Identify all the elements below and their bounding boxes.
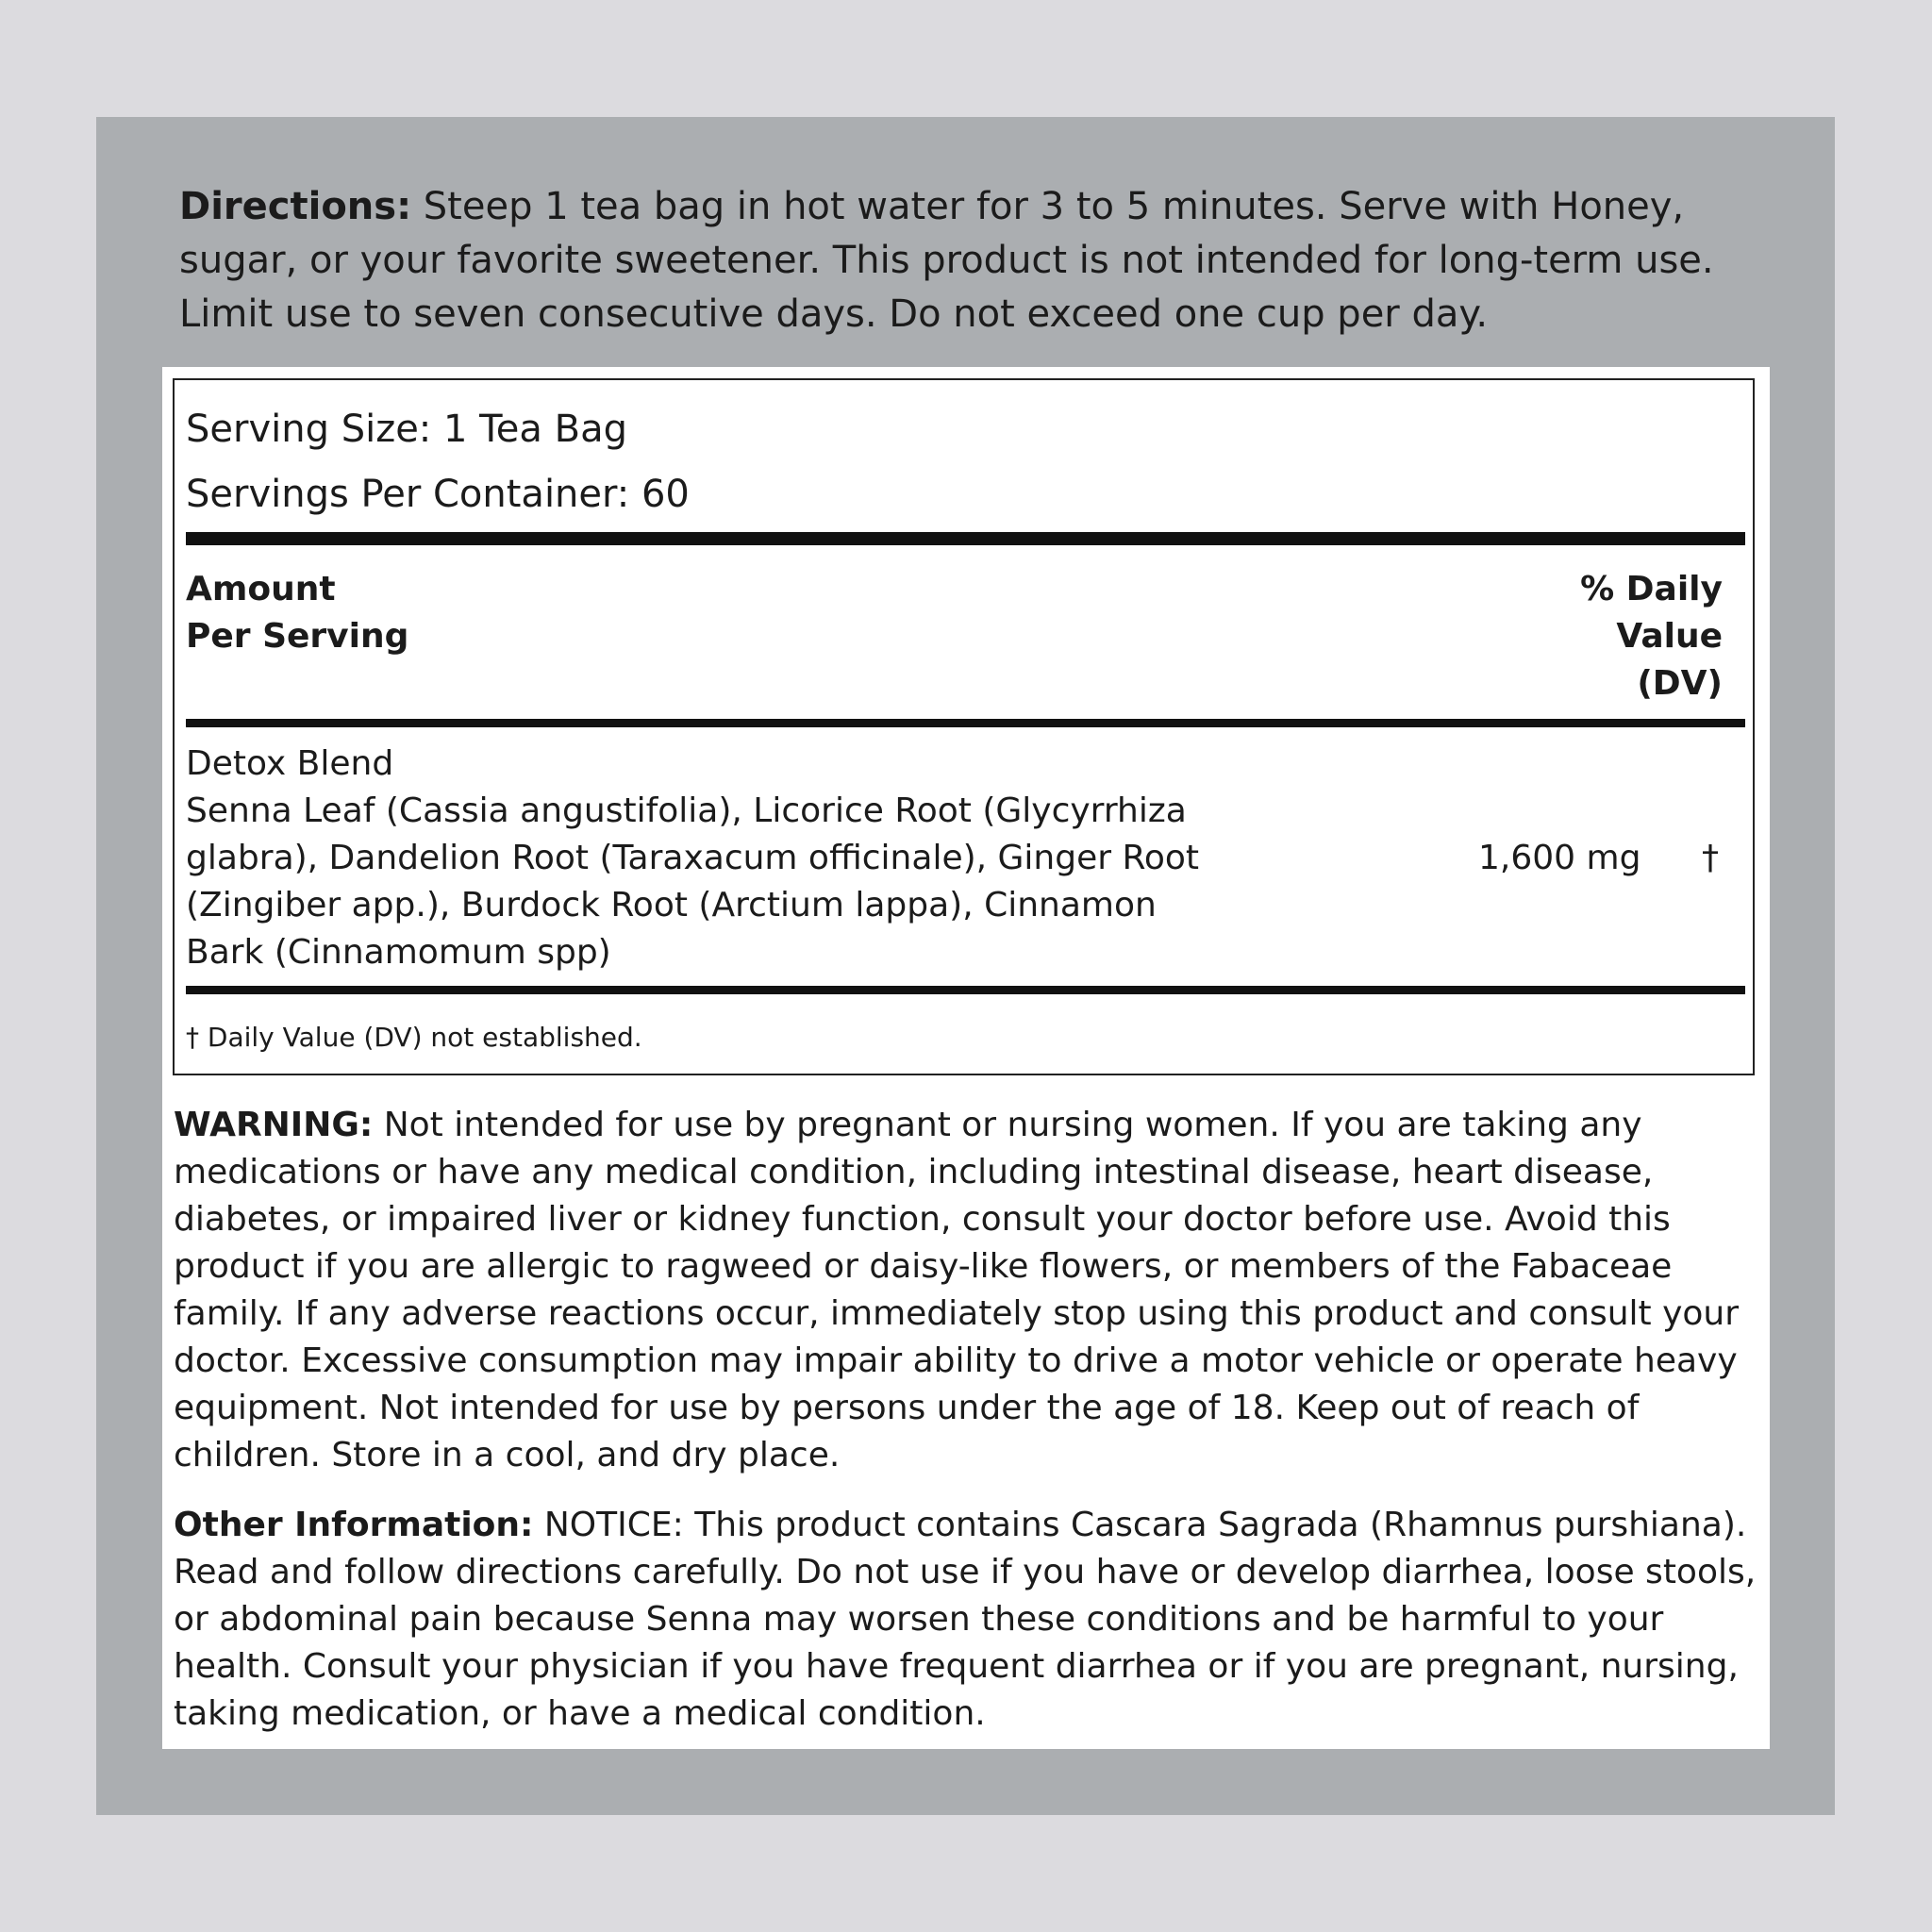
warning-label: WARNING: (174, 1106, 374, 1144)
directions-text (179, 180, 1783, 341)
serving-size: Serving Size: 1 Tea Bag (186, 408, 627, 451)
daily-value-header (1580, 566, 1723, 708)
directions-label: Directions: (179, 185, 412, 228)
divider-thick (186, 532, 1745, 545)
directions-body: Steep 1 tea bag in hot water for 3 to 5 minutes. Serve with Honey, sugar, or your favorite sweetener. This product is not intended for long-term use. Limit use to seven consecutive days. Do not exceed one cup per day. (179, 185, 1714, 336)
warning-text (174, 1102, 1758, 1479)
dv-header-line-1: % Daily (1580, 570, 1723, 608)
dv-header-line-3: (DV) (1637, 664, 1723, 703)
blend-daily-value: † (1702, 839, 1719, 877)
amount-header-line: Amount (186, 570, 336, 608)
warning-body: Not intended for use by pregnant or nursing women. If you are taking any medications or have any medical condition, including intestinal disease, heart disease, diabetes, or impaired liver or kidney function, consult your doctor before use. Avoid this product if you are allergic to ragweed or daisy-like flowers, or members of the Fabaceae family. If any adverse reactions occur, immediately stop using this product and consult your doctor. Excessive consumption may impair ability to drive a motor vehicle or operate heavy equipment. Not intended for use by persons under the age of 18. Keep out of reach of children. Store in a cool, and dry place. (174, 1106, 1740, 1474)
blend-name: Detox Blend (186, 744, 394, 783)
dv-footnote: † Daily Value (DV) not established. (186, 1022, 642, 1053)
other-information-text (174, 1502, 1768, 1738)
other-information-body: NOTICE: This product contains Cascara Sagrada (Rhamnus purshiana). Read and follow directions carefully. Do not use if you have or develop diarrhea, loose stools, or abdominal pain because Senna may worsen these conditions and be harmful to your health. Consult your physician if you have frequent diarrhea or if you are pregnant, nursing, taking medication, or have a medical condition. (174, 1506, 1757, 1733)
blend-ingredients: Senna Leaf (Cassia angustifolia), Licorice Root (Glycyrrhiza glabra), Dandelion Root (Taraxacum officinale), Ginger Root (Zingiber app.), Burdock Root (Arctium lappa), Cinnamon Bark (Cinnamomum spp) (186, 791, 1200, 972)
dv-header-line-2: Value (1616, 617, 1723, 656)
per-serving-header-line: Per Serving (186, 617, 409, 656)
divider-medium (186, 719, 1745, 727)
divider-bottom (186, 986, 1745, 994)
other-information-label: Other Information: (174, 1506, 534, 1544)
amount-per-serving-header (186, 566, 408, 660)
servings-per-container: Servings Per Container: 60 (186, 473, 690, 516)
blend-amount: 1,600 mg (1478, 839, 1641, 877)
